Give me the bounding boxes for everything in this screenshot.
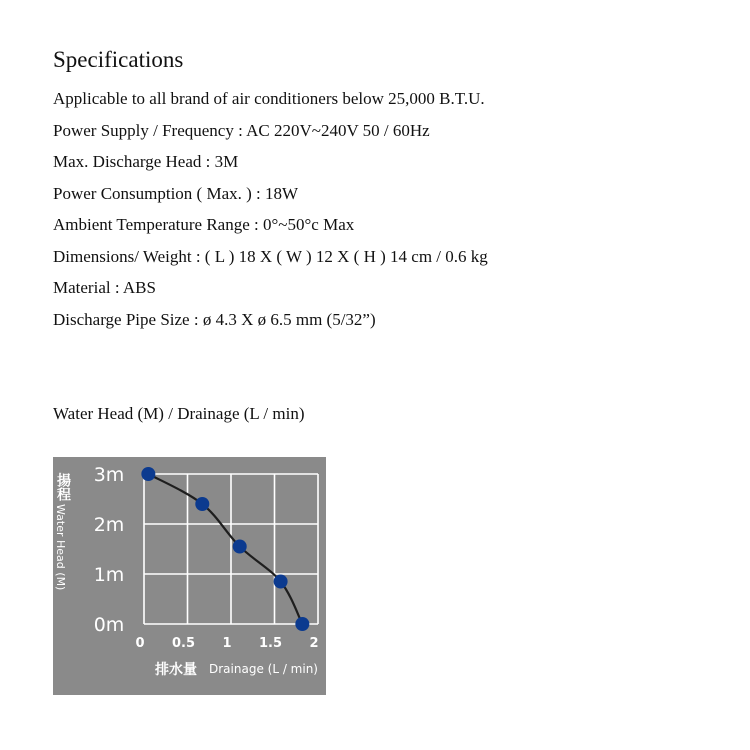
y-axis-cn-label: 揚程 bbox=[55, 473, 71, 501]
data-point bbox=[295, 617, 309, 631]
y-tick-label: 3m bbox=[93, 464, 125, 486]
y-tick-label: 0m bbox=[93, 614, 125, 636]
spec-line-ambient-temperature: Ambient Temperature Range : 0°~50°c Max bbox=[53, 215, 355, 234]
y-axis-label: Water Head (M) bbox=[54, 504, 67, 591]
specifications-title: Specifications bbox=[53, 47, 184, 72]
water-head-drainage-chart bbox=[53, 457, 326, 695]
x-axis-label: Drainage (L / min) bbox=[209, 662, 318, 676]
spec-line-max-head: Max. Discharge Head : 3M bbox=[53, 152, 239, 171]
x-axis-cn-label: 排水量 bbox=[155, 662, 197, 678]
spec-line-applicability: Applicable to all brand of air conditioners below 25,000 B.T.U. bbox=[53, 89, 485, 108]
data-point bbox=[233, 540, 247, 554]
data-point bbox=[195, 497, 209, 511]
spec-line-pipe-size: Discharge Pipe Size : ø 4.3 X ø 6.5 mm (5/32”) bbox=[53, 309, 376, 329]
x-tick-label: 2 bbox=[309, 636, 319, 651]
x-tick-label: 1.5 bbox=[258, 636, 283, 651]
specifications-list bbox=[53, 87, 488, 339]
data-point bbox=[141, 467, 155, 481]
chart-section-title: Water Head (M) / Drainage (L / min) bbox=[53, 404, 305, 423]
y-tick-label: 1m bbox=[93, 564, 125, 586]
x-tick-label: 0 bbox=[135, 636, 145, 651]
y-tick-label: 2m bbox=[93, 514, 125, 536]
spec-line-dimensions-weight: Dimensions/ Weight : ( L ) 18 X ( W ) 12 X ( H ) 14 cm / 0.6 kg bbox=[53, 246, 488, 266]
spec-line-power-supply: Power Supply / Frequency : AC 220V~240V 50 / 60Hz bbox=[53, 120, 430, 140]
spec-line-material: Material : ABS bbox=[53, 278, 156, 297]
data-point bbox=[274, 575, 288, 589]
x-tick-label: 1 bbox=[222, 636, 232, 651]
spec-line-power-consumption: Power Consumption ( Max. ) : 18W bbox=[53, 183, 299, 203]
x-tick-label: 0.5 bbox=[171, 636, 196, 651]
